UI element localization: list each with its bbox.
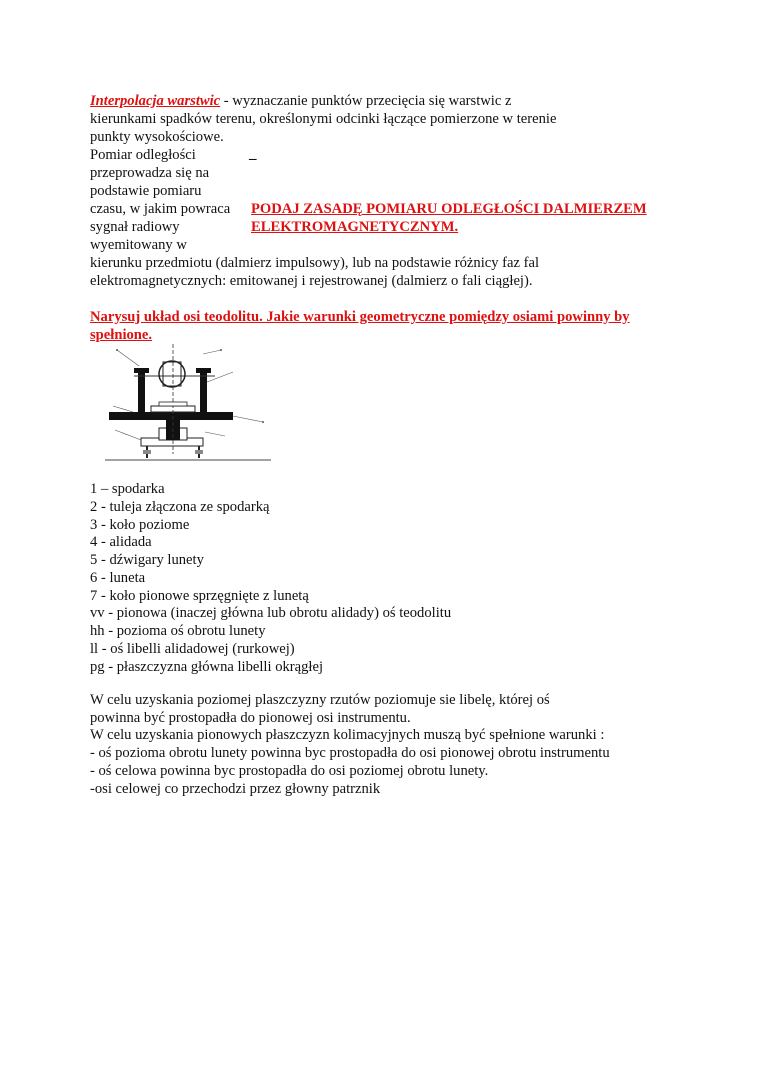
condition-line-3: W celu uzyskania pionowych płaszczyzn kolimacyjnych muszą być spełnione warunki : bbox=[90, 727, 605, 743]
distance-question-line-2: ELEKTROMAGNETYCZNYM. bbox=[251, 219, 459, 235]
condition-line-1: W celu uzyskania poziomej plaszczyzny rzutów poziomuje sie libelę, której oś bbox=[90, 692, 550, 708]
part-item-1: 1 – spodarka bbox=[90, 481, 165, 497]
leader-dot-3 bbox=[262, 421, 264, 423]
leader-dot-1 bbox=[116, 349, 118, 351]
part-item-6: 6 - luneta bbox=[90, 570, 146, 586]
part-item-3: 3 - koło poziome bbox=[90, 517, 190, 533]
foot-screw-nut-right bbox=[195, 450, 203, 454]
distance-text-line-4: czasu, w jakim powraca bbox=[90, 201, 231, 217]
distance-text-line-3: podstawie pomiaru bbox=[90, 183, 202, 199]
distance-text-line-5: sygnał radiowy bbox=[90, 219, 180, 235]
condition-line-2: powinna być prostopadła do pionowej osi instrumentu. bbox=[90, 710, 411, 726]
part-item-10: ll - oś libelli alidadowej (rurkowej) bbox=[90, 641, 295, 657]
theodolite-diagram bbox=[103, 342, 273, 467]
theodolite-question-line-2: spełnione. bbox=[90, 327, 153, 343]
intro-line-3: punkty wysokościowe. bbox=[90, 129, 224, 145]
foot-screw-nut-left bbox=[143, 450, 151, 454]
part-item-8: vv - pionowa (inaczej główna lub obrotu alidady) oś teodolitu bbox=[90, 605, 452, 621]
theodolite-question-line-1: Narysuj układ osi teodolitu. Jakie warunki geometryczne pomiędzy osiami powinny by bbox=[90, 309, 630, 325]
standard-left bbox=[138, 372, 145, 412]
distance-question-line-1: PODAJ ZASADĘ POMIARU ODLEGŁOŚCI DALMIERZEM bbox=[251, 201, 647, 217]
distance-text-line-1: Pomiar odległości bbox=[90, 147, 196, 163]
part-item-4: 4 - alidada bbox=[90, 534, 152, 550]
part-item-2: 2 - tuleja złączona ze spodarką bbox=[90, 499, 270, 515]
intro-line-1 bbox=[90, 93, 511, 111]
leader-line-6 bbox=[205, 432, 225, 436]
part-item-5: 5 - dźwigary lunety bbox=[90, 552, 204, 568]
leader-line-3 bbox=[207, 372, 233, 382]
distance-continuation-2: elektromagnetycznych: emitowanej i rejestrowanej (dalmierz o fali ciągłej). bbox=[90, 273, 533, 289]
distance-text-line-2: przeprowadza się na bbox=[90, 165, 210, 181]
leader-line-2 bbox=[203, 350, 221, 354]
dash-mark: _ bbox=[249, 146, 257, 162]
standard-cap-right bbox=[196, 368, 211, 373]
part-item-9: hh - pozioma oś obrotu lunety bbox=[90, 623, 266, 639]
part-item-7: 7 - koło pionowe sprzęgnięte z lunetą bbox=[90, 588, 309, 604]
condition-line-6: -osi celowej co przechodzi przez głowny patrznik bbox=[90, 781, 381, 797]
intro-definition: - wyznaczanie punktów przecięcia się warstwic z bbox=[220, 93, 512, 109]
distance-continuation-1: kierunku przedmiotu (dalmierz impulsowy), lub na podstawie różnicy faz fal bbox=[90, 255, 540, 271]
leader-line-1 bbox=[117, 350, 139, 366]
standard-cap-left bbox=[134, 368, 149, 373]
intro-term: Interpolacja warstwic bbox=[90, 93, 221, 109]
telescope bbox=[163, 362, 181, 386]
condition-line-4: - oś pozioma obrotu lunety powinna byc prostopadła do osi pionowej obrotu instrumentu bbox=[90, 745, 610, 761]
part-item-11: pg - płaszczyzna główna libelli okrągłej bbox=[90, 659, 324, 675]
leader-dot-2 bbox=[220, 349, 222, 351]
standard-right bbox=[200, 372, 207, 412]
distance-text-line-6: wyemitowany w bbox=[90, 237, 187, 253]
leader-line-5 bbox=[115, 430, 141, 440]
leader-line-7 bbox=[113, 406, 133, 412]
level-vial bbox=[159, 402, 187, 406]
intro-line-2: kierunkami spadków terenu, określonymi odcinki łączące pomierzone w terenie bbox=[90, 111, 557, 127]
condition-line-5: - oś celowa powinna byc prostopadła do osi poziomej obrotu lunety. bbox=[90, 763, 489, 779]
horizontal-circle bbox=[109, 412, 233, 420]
leader-line-4 bbox=[233, 416, 263, 422]
